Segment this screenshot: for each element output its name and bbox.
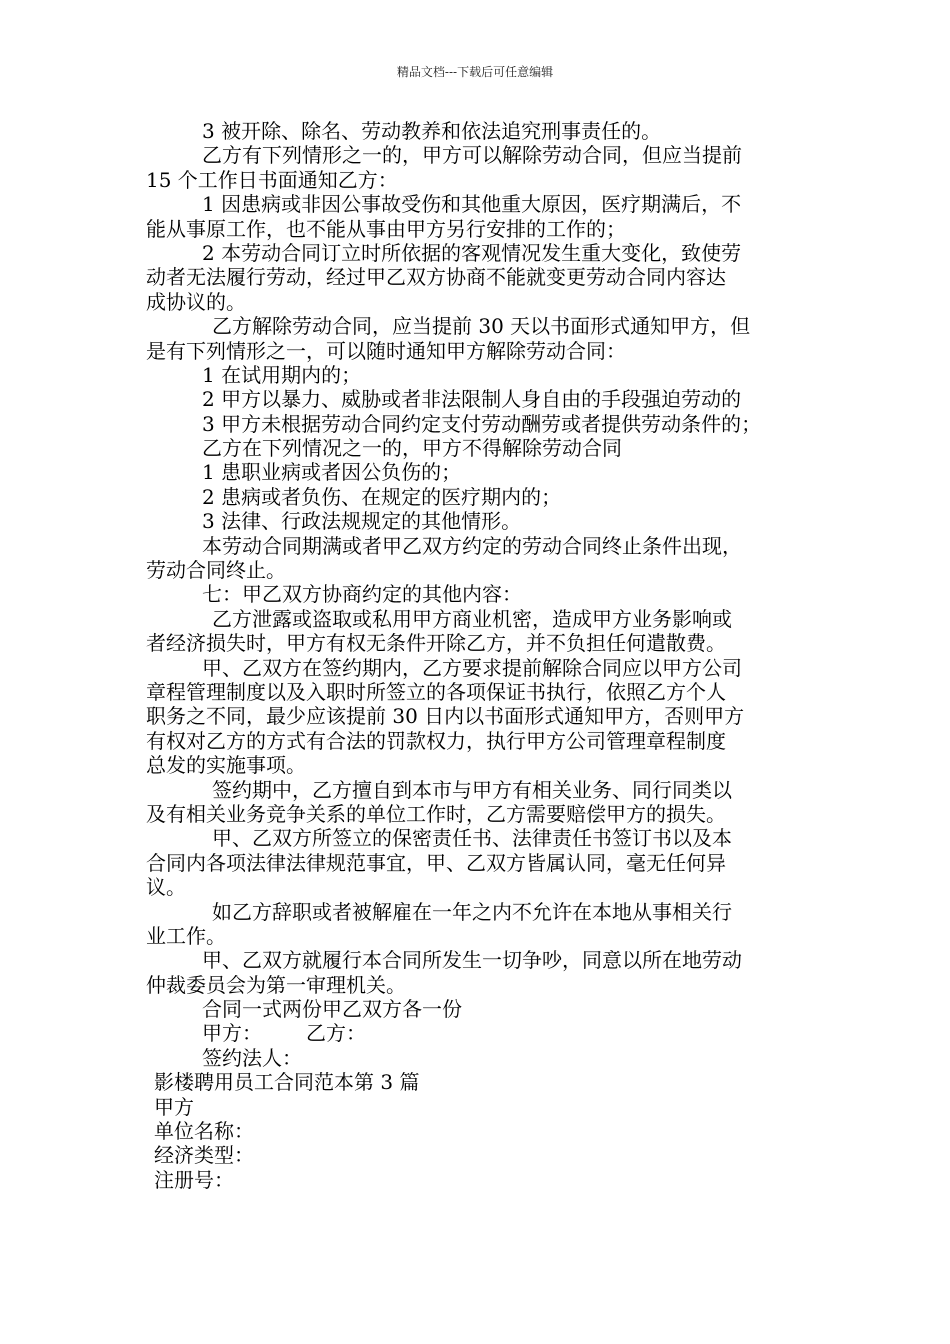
- text-line: 章程管理制度以及入职时所签立的各项保证书执行，依照乙方个人: [146, 679, 726, 704]
- text-line: 签约期中，乙方擅自到本市与甲方有相关业务、同行同类以: [212, 777, 732, 802]
- text-line: 经济类型：: [154, 1143, 254, 1168]
- document-body: [146, 119, 810, 1192]
- text-line: 3 甲方未根据劳动合同约定支付劳动酬劳或者提供劳动条件的；: [202, 411, 762, 436]
- text-line: 合同一式两份甲乙双方各一份: [202, 997, 462, 1022]
- text-line: 甲、乙双方就履行本合同所发生一切争吵，同意以所在地劳动: [202, 948, 742, 973]
- text-line: 七：甲乙双方协商约定的其他内容：: [202, 582, 522, 607]
- text-line: 及有相关业务竞争关系的单位工作时，乙方需要赔偿甲方的损失。: [146, 801, 726, 826]
- text-line: 注册号：: [154, 1167, 234, 1192]
- text-line: 1 患职业病或者因公负伤的；: [202, 460, 462, 485]
- text-line: 甲、乙双方在签约期内，乙方要求提前解除合同应以甲方公司: [202, 655, 742, 680]
- text-line: 1 在试用期内的；: [202, 362, 362, 387]
- text-line: 合同内各项法律法律规范事宜，甲、乙双方皆属认同，毫无任何异: [146, 850, 726, 875]
- text-line: 乙方在下列情况之一的，甲方不得解除劳动合同: [202, 436, 622, 461]
- signature-parties-line: [146, 1021, 810, 1045]
- text-line: 仲裁委员会为第一审理机关。: [146, 972, 406, 997]
- text-line: 3 被开除、除名、劳动教养和依法追究刑事责任的。: [202, 119, 662, 143]
- text-line: 成协议的。: [146, 289, 246, 314]
- party-a-label: 甲方：: [202, 1021, 262, 1046]
- text-line: 签约法人：: [202, 1045, 302, 1070]
- page-header: 精品文档---下载后可任意编辑: [396, 65, 554, 79]
- text-line: 2 本劳动合同订立时所依据的客观情况发生重大变化，致使劳: [202, 240, 742, 265]
- text-line: 议。: [146, 875, 186, 900]
- text-line: 能从事原工作，也不能从事由甲方另行安排的工作的；: [146, 216, 626, 241]
- text-line: 3 法律、行政法规规定的其他情形。: [202, 509, 522, 534]
- text-line: 本劳动合同期满或者甲乙双方约定的劳动合同终止条件出现，: [202, 533, 742, 558]
- text-line: 有权对乙方的方式有合法的罚款权力，执行甲方公司管理章程制度: [146, 728, 726, 753]
- text-line: 1 因患病或非因公事故受伤和其他重大原因，医疗期满后，不: [202, 192, 742, 217]
- text-line: 劳动合同终止。: [146, 558, 286, 583]
- text-line: 业工作。: [146, 923, 226, 948]
- text-line: 者经济损失时，甲方有权无条件开除乙方，并不负担任何遣散费。: [146, 631, 726, 656]
- text-line: 甲方: [154, 1094, 194, 1119]
- text-line: 乙方有下列情形之一的，甲方可以解除劳动合同，但应当提前: [202, 143, 742, 168]
- text-line: 甲、乙双方所签立的保密责任书、法律责任书签订书以及本: [212, 826, 732, 851]
- text-line: 是有下列情形之一，可以随时通知甲方解除劳动合同：: [146, 338, 626, 363]
- section-title: 影楼聘用员工合同范本第 3 篇: [154, 1070, 420, 1095]
- text-line: 总发的实施事项。: [146, 753, 306, 778]
- text-line: 乙方泄露或盗取或私用甲方商业机密，造成甲方业务影响或: [212, 606, 732, 631]
- text-line: 乙方解除劳动合同，应当提前 30 天以书面形式通知甲方，但: [212, 314, 751, 339]
- text-line: 15 个工作日书面通知乙方：: [146, 167, 398, 192]
- text-line: 职务之不同，最少应该提前 30 日内以书面形式通知甲方，否则甲方: [146, 704, 745, 729]
- party-b-label: 乙方：: [306, 1021, 366, 1046]
- text-line: 如乙方辞职或者被解雇在一年之内不允许在本地从事相关行: [212, 899, 732, 924]
- text-line: 动者无法履行劳动，经过甲乙双方协商不能就变更劳动合同内容达: [146, 265, 726, 290]
- text-line: 单位名称：: [154, 1119, 254, 1144]
- text-line: 2 患病或者负伤、在规定的医疗期内的；: [202, 484, 562, 509]
- text-line: 2 甲方以暴力、威胁或者非法限制人身自由的手段强迫劳动的: [202, 387, 742, 412]
